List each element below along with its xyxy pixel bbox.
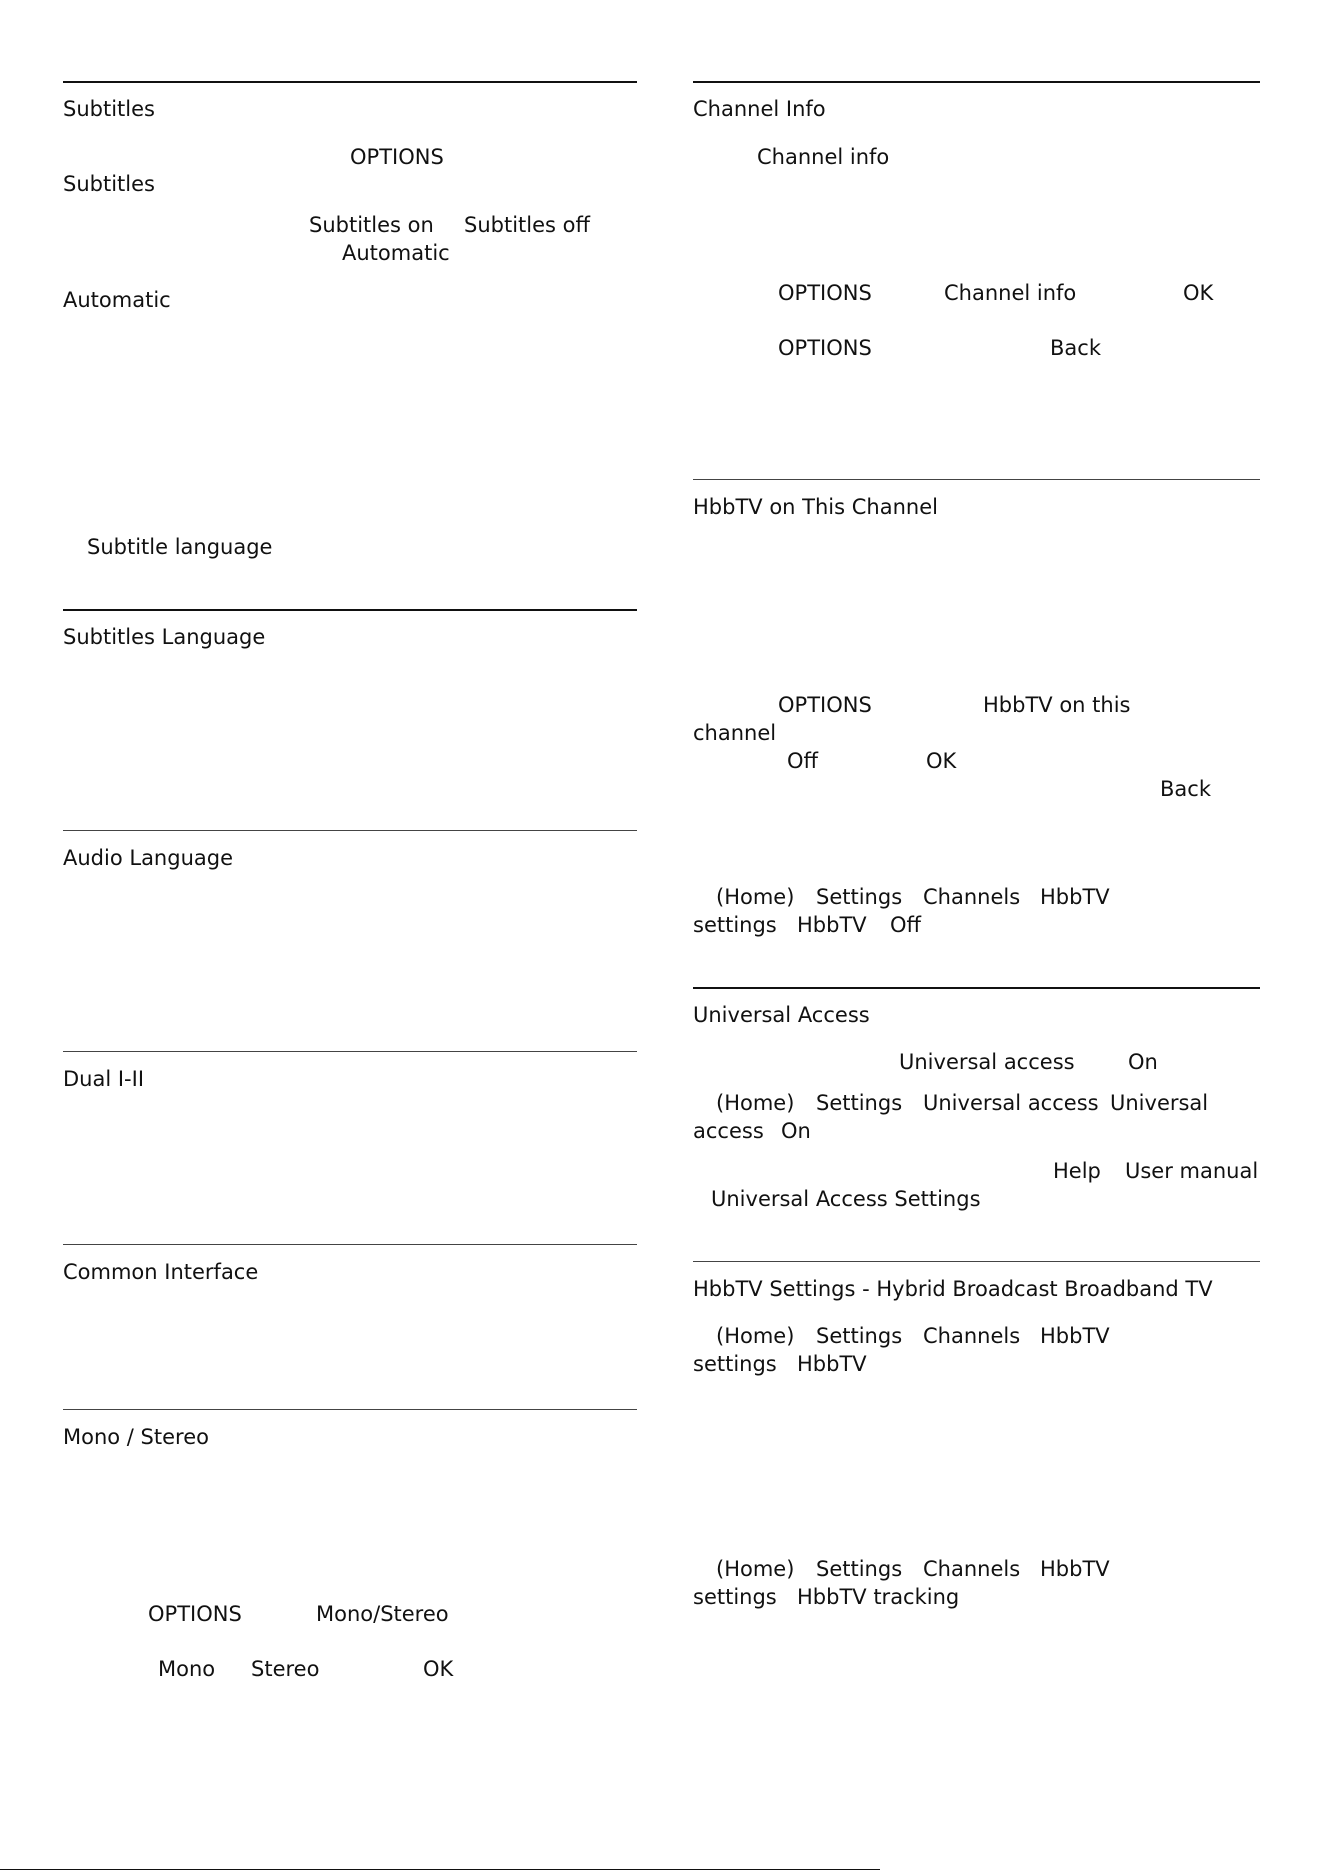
common-interface-heading: Common Interface [63, 1260, 259, 1284]
hbbtv-channel-heading: HbbTV on This Channel [693, 495, 938, 519]
universal-access-option: Universal access [899, 1050, 1075, 1074]
subtitle-language-label: Subtitle language [87, 535, 273, 559]
hbbtv-step: HbbTV [1040, 885, 1110, 909]
automatic-label: Automatic [63, 288, 171, 312]
section-rule [693, 987, 1260, 989]
hbbtv-settings-heading: HbbTV Settings - Hybrid Broadcast Broadband TV [693, 1277, 1213, 1301]
channel-word: channel [693, 721, 777, 745]
section-rule [693, 1261, 1260, 1262]
hbbtv-step: HbbTV [797, 1352, 867, 1376]
help-link: Help [1053, 1159, 1101, 1183]
subtitles-language-heading: Subtitles Language [63, 625, 266, 649]
section-rule [63, 830, 637, 831]
stereo-option: Stereo [251, 1657, 320, 1681]
off-step: Off [890, 913, 921, 937]
section-rule [693, 479, 1260, 480]
hbbtv-step: HbbTV [1040, 1557, 1110, 1581]
channel-info-option: Channel info [944, 281, 1077, 305]
subtitles-off-option: Subtitles off [464, 213, 590, 237]
automatic-option: Automatic [342, 241, 450, 265]
section-rule [63, 1244, 637, 1245]
universal-access-heading: Universal Access [693, 1003, 870, 1027]
subtitles-heading: Subtitles [63, 97, 155, 121]
section-rule [63, 1051, 637, 1052]
subtitles-label: Subtitles [63, 172, 155, 196]
footer-rule [0, 1869, 880, 1870]
channel-info-heading: Channel Info [693, 97, 826, 121]
home-key: (Home) [716, 1091, 795, 1115]
settings-word: settings [693, 1585, 777, 1609]
universal-access-step: Universal access [923, 1091, 1099, 1115]
ok-key: OK [1183, 281, 1214, 305]
home-key: (Home) [716, 1324, 795, 1348]
ua-settings-link: Universal Access Settings [711, 1187, 981, 1211]
hbbtv-step: HbbTV [1040, 1324, 1110, 1348]
channels-step: Channels [923, 1324, 1021, 1348]
options-key: OPTIONS [350, 145, 444, 169]
access-word: access [693, 1119, 764, 1143]
ok-key: OK [423, 1657, 454, 1681]
back-key: Back [1160, 777, 1211, 801]
home-key: (Home) [716, 1557, 795, 1581]
settings-step: Settings [816, 885, 903, 909]
hbbtv-on-this-option: HbbTV on this [983, 693, 1131, 717]
subtitles-on-option: Subtitles on [309, 213, 434, 237]
section-rule [693, 81, 1260, 83]
section-rule [63, 609, 637, 611]
settings-step: Settings [816, 1324, 903, 1348]
settings-step: Settings [816, 1557, 903, 1581]
back-key: Back [1050, 336, 1101, 360]
hbbtv-tracking-step: HbbTV tracking [797, 1585, 960, 1609]
home-key: (Home) [716, 885, 795, 909]
mono-stereo-option: Mono/Stereo [316, 1602, 449, 1626]
options-key: OPTIONS [778, 693, 872, 717]
section-rule [63, 81, 637, 83]
settings-word: settings [693, 913, 777, 937]
channel-info-label: Channel info [757, 145, 890, 169]
on-step: On [781, 1119, 811, 1143]
settings-step: Settings [816, 1091, 903, 1115]
mono-stereo-heading: Mono / Stereo [63, 1425, 209, 1449]
hbbtv-step: HbbTV [797, 913, 867, 937]
universal-step: Universal [1110, 1091, 1209, 1115]
options-key: OPTIONS [148, 1602, 242, 1626]
options-key: OPTIONS [778, 281, 872, 305]
on-option: On [1128, 1050, 1158, 1074]
channels-step: Channels [923, 1557, 1021, 1581]
section-rule [63, 1409, 637, 1410]
off-option: Off [787, 749, 818, 773]
dual-heading: Dual I-II [63, 1067, 145, 1091]
ok-key: OK [926, 749, 957, 773]
audio-language-heading: Audio Language [63, 846, 233, 870]
mono-option: Mono [158, 1657, 216, 1681]
channels-step: Channels [923, 885, 1021, 909]
settings-word: settings [693, 1352, 777, 1376]
user-manual-link: User manual [1125, 1159, 1259, 1183]
options-key: OPTIONS [778, 336, 872, 360]
